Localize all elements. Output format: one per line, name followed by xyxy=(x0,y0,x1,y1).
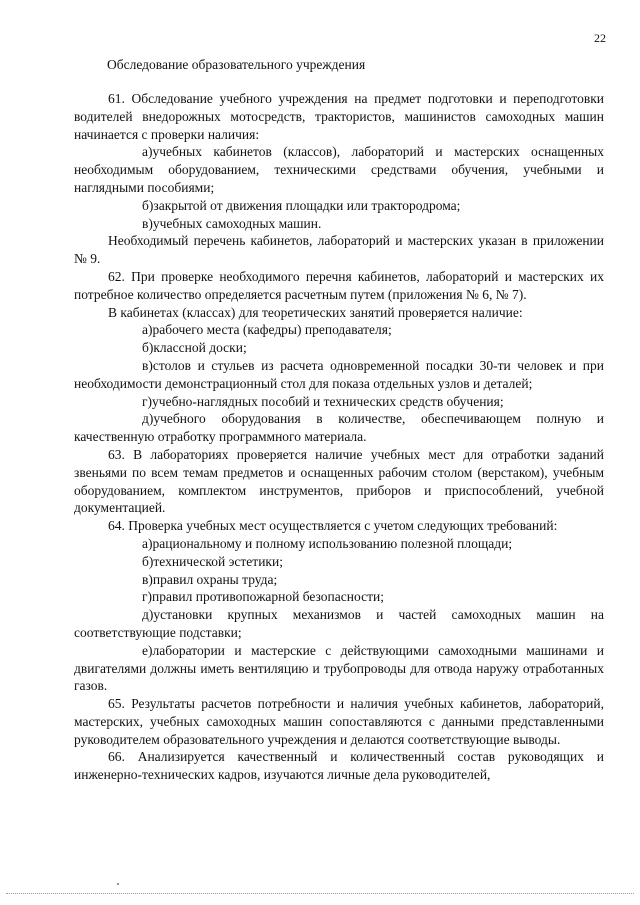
paragraph-appendix-9: Необходимый перечень кабинетов, лабораторий и мастерских указан в приложении № 9. xyxy=(74,233,604,267)
body-text xyxy=(74,90,604,784)
list-item-61-a: а)учебных кабинетов (классов), лабораторий и мастерских оснащенных необходимым оборудованием, техническими средствами обучения, учебными и наглядными пособиями; xyxy=(74,144,604,195)
section-title: Обследование образовательного учреждения xyxy=(107,57,366,72)
paragraph-65: 65. Результаты расчетов потребности и наличия учебных кабинетов, лабораторий, мастерских, учебных самоходных машин сопоставляются с данными представленными руководителем образовательного учреждения и делаются соответствующие выводы. xyxy=(74,696,604,747)
footer-rule xyxy=(6,893,634,894)
paragraph-62: 62. При проверке необходимого перечня кабинетов, лабораторий и мастерских их потребное количество определяется расчетным путем (приложения № 6, № 7). xyxy=(74,268,604,302)
list-item-64-a: а)рациональному и полному использованию полезной площади; xyxy=(142,535,513,551)
list-item-64-d: д)установки крупных механизмов и частей самоходных машин на соответствующие подставки; xyxy=(74,607,604,640)
list-item-61-v: в)учебных самоходных машин. xyxy=(142,215,322,231)
scan-speck xyxy=(117,883,119,885)
list-item-62-a: а)рабочего места (кафедры) преподавателя; xyxy=(142,322,392,338)
list-item-62-g: г)учебно-наглядных пособий и технических средств обучения; xyxy=(142,393,504,409)
list-item-64-v: в)правил охраны труда; xyxy=(142,571,278,587)
paragraph-63: 63. В лабораториях проверяется наличие учебных мест для отработки заданий звеньями по всем темам предметов и оснащенных рабочим столом (верстаком), учебным оборудованием, комплектом инструментов, приборов и приспособлений, учебной документацией. xyxy=(74,446,604,516)
list-item-61-b: б)закрытой от движения площадки или трактородрома; xyxy=(142,197,461,213)
list-item-62-v: в)столов и стульев из расчета одновременной посадки 30-ти человек и при необходимости демонстрационный стол для показа отдельных узлов и деталей; xyxy=(74,357,604,391)
paragraph-64: 64. Проверка учебных мест осуществляется с учетом следующих требований: xyxy=(108,518,558,534)
list-item-64-e: е)лаборатории и мастерские с действующими самоходными машинами и двигателями должны иметь вентиляцию и трубопроводы для отвода наружу отработанных газов. xyxy=(74,642,604,694)
page-number: 22 xyxy=(594,31,606,45)
list-item-62-b: б)классной доски; xyxy=(142,340,247,356)
list-item-64-g: г)правил противопожарной безопасности; xyxy=(142,589,384,605)
paragraph-66: 66. Анализируется качественный и количественный состав руководящих и инженерно-технических кадров, изучаются личные дела руководителей, xyxy=(74,749,604,783)
list-item-64-b: б)технической эстетики; xyxy=(142,553,283,569)
list-item-62-d: д)учебного оборудования в количестве, обеспечивающем полную и качественную отработку программного материала. xyxy=(74,411,604,445)
paragraph-61: 61. Обследование учебного учреждения на предмет подготовки и переподготовки водителей внедорожных мотосредств, трактористов, машинистов самоходных машин начинается с проверки наличия: xyxy=(74,91,604,142)
paragraph-classrooms: В кабинетах (классах) для теоретических занятий проверяется наличие: xyxy=(108,304,523,320)
